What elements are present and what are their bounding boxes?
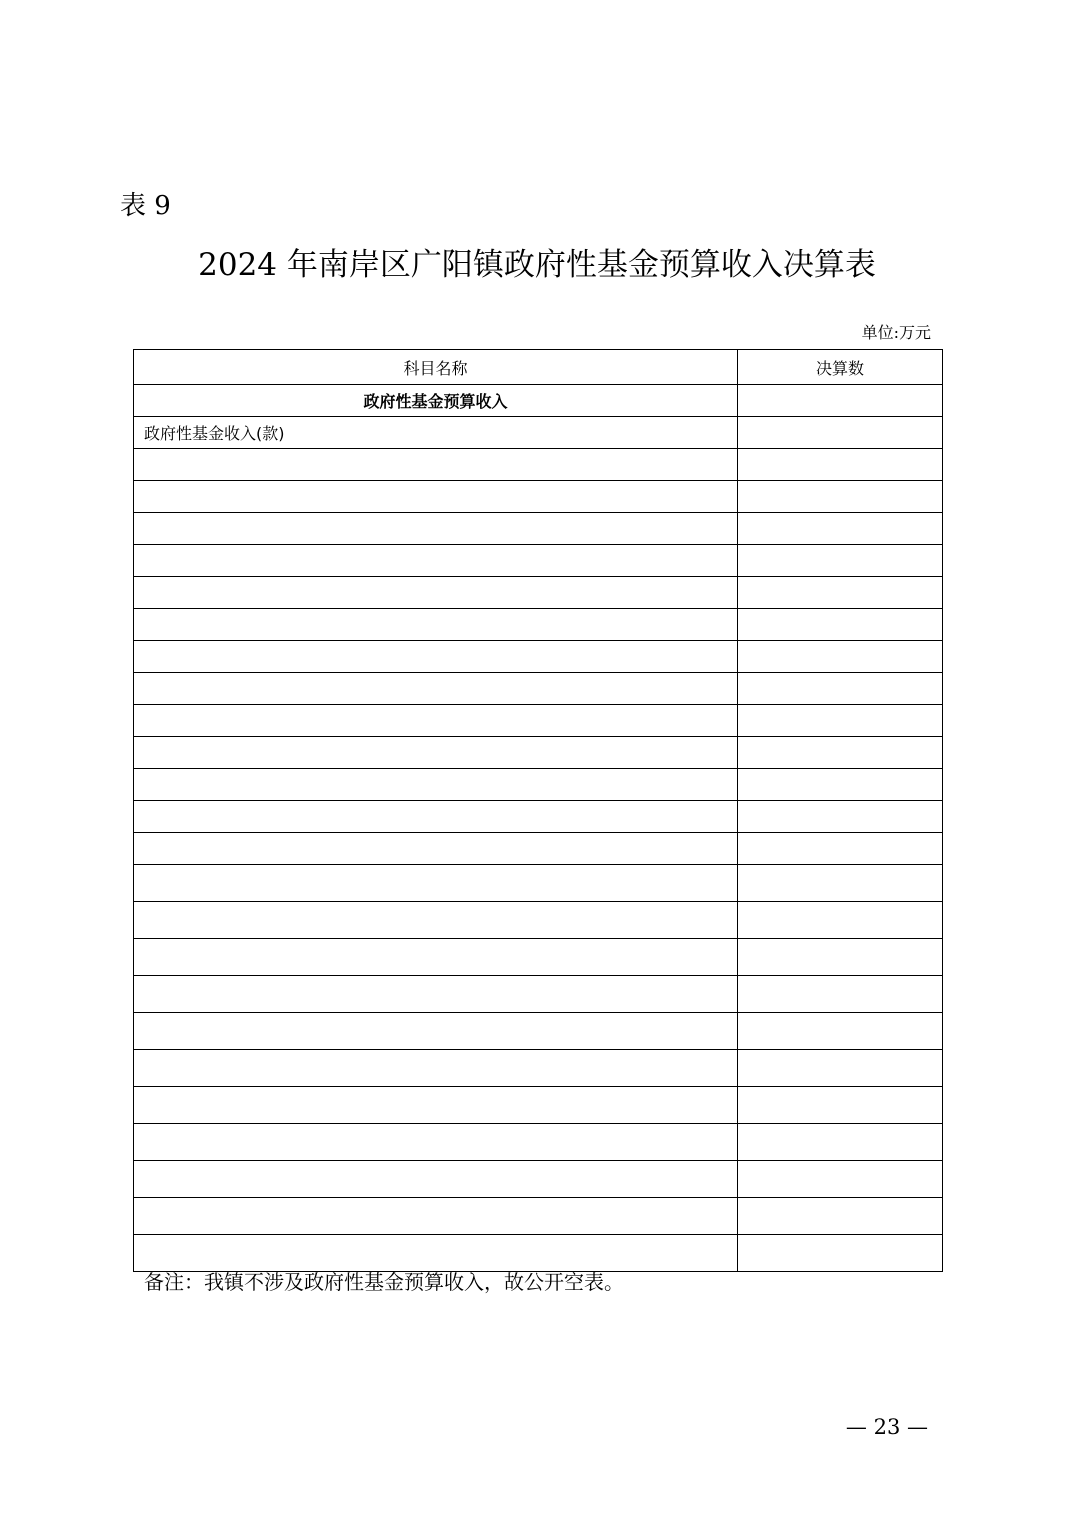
final-amount-cell: [738, 481, 943, 513]
table-row: [134, 705, 943, 737]
table-row: [134, 1235, 943, 1272]
table-row: [134, 417, 943, 449]
subject-name-cell: [134, 833, 738, 865]
table-row: [134, 865, 943, 902]
final-amount-cell: [738, 769, 943, 801]
subject-name-cell: [134, 641, 738, 673]
table-row: [134, 545, 943, 577]
subject-name-cell: [134, 1087, 738, 1124]
subject-name-cell: [134, 449, 738, 481]
subject-name-cell: [134, 545, 738, 577]
table-row: [134, 833, 943, 865]
final-amount-cell: [738, 513, 943, 545]
final-amount-cell: [738, 801, 943, 833]
subject-name-cell: [134, 1235, 738, 1272]
table-row: [134, 976, 943, 1013]
final-amount-cell: [738, 385, 943, 417]
final-amount-cell: [738, 1198, 943, 1235]
table-row: [134, 902, 943, 939]
final-amount-cell: [738, 641, 943, 673]
final-amount-cell: [738, 673, 943, 705]
final-amount-cell: [738, 609, 943, 641]
table-row: [134, 939, 943, 976]
final-amount-cell: [738, 939, 943, 976]
subject-name-cell: [134, 769, 738, 801]
table-row: [134, 673, 943, 705]
table-row: [134, 737, 943, 769]
table-row: [134, 1013, 943, 1050]
table-row: [134, 609, 943, 641]
final-amount-cell: [738, 1161, 943, 1198]
subject-name-cell: 政府性基金收入(款): [134, 417, 738, 449]
table-label: 表 9: [120, 191, 171, 221]
table-row: [134, 577, 943, 609]
unit-label: 单位:万元: [861, 323, 931, 342]
subject-name-cell: [134, 1161, 738, 1198]
final-amount-cell: [738, 865, 943, 902]
table-row: [134, 513, 943, 545]
table-header-row: [134, 350, 943, 385]
budget-table: [133, 349, 943, 1272]
page-title: 2024 年南岸区广阳镇政府性基金预算收入决算表: [198, 247, 876, 283]
subject-name-cell: [134, 1013, 738, 1050]
subject-name-cell: [134, 481, 738, 513]
final-amount-cell: [738, 902, 943, 939]
header-subject-name: 科目名称: [134, 350, 738, 385]
table-row: [134, 801, 943, 833]
subject-name-cell: 政府性基金预算收入: [134, 385, 738, 417]
table-row: [134, 449, 943, 481]
subject-name-cell: [134, 673, 738, 705]
final-amount-cell: [738, 737, 943, 769]
table-row: [134, 1050, 943, 1087]
table-row: [134, 385, 943, 417]
final-amount-cell: [738, 417, 943, 449]
subject-name-cell: [134, 1198, 738, 1235]
table-row: [134, 1087, 943, 1124]
final-amount-cell: [738, 545, 943, 577]
subject-name-cell: [134, 1124, 738, 1161]
table-row: [134, 641, 943, 673]
final-amount-cell: [738, 976, 943, 1013]
final-amount-cell: [738, 577, 943, 609]
subject-name-cell: [134, 705, 738, 737]
subject-name-cell: [134, 737, 738, 769]
final-amount-cell: [738, 1013, 943, 1050]
subject-name-cell: [134, 976, 738, 1013]
table-row: [134, 1161, 943, 1198]
subject-name-cell: [134, 577, 738, 609]
final-amount-cell: [738, 1050, 943, 1087]
footnote: 备注：我镇不涉及政府性基金预算收入，故公开空表。: [144, 1270, 624, 1294]
final-amount-cell: [738, 449, 943, 481]
final-amount-cell: [738, 1087, 943, 1124]
table-row: [134, 769, 943, 801]
subject-name-cell: [134, 1050, 738, 1087]
table-row: [134, 1198, 943, 1235]
final-amount-cell: [738, 833, 943, 865]
header-final-amount: 决算数: [738, 350, 943, 385]
final-amount-cell: [738, 1124, 943, 1161]
subject-name-cell: [134, 609, 738, 641]
subject-name-cell: [134, 513, 738, 545]
subject-name-cell: [134, 865, 738, 902]
page-number: — 23 —: [845, 1415, 928, 1439]
subject-name-cell: [134, 801, 738, 833]
subject-name-cell: [134, 939, 738, 976]
subject-name-cell: [134, 902, 738, 939]
table-row: [134, 1124, 943, 1161]
final-amount-cell: [738, 705, 943, 737]
table-row: [134, 481, 943, 513]
final-amount-cell: [738, 1235, 943, 1272]
